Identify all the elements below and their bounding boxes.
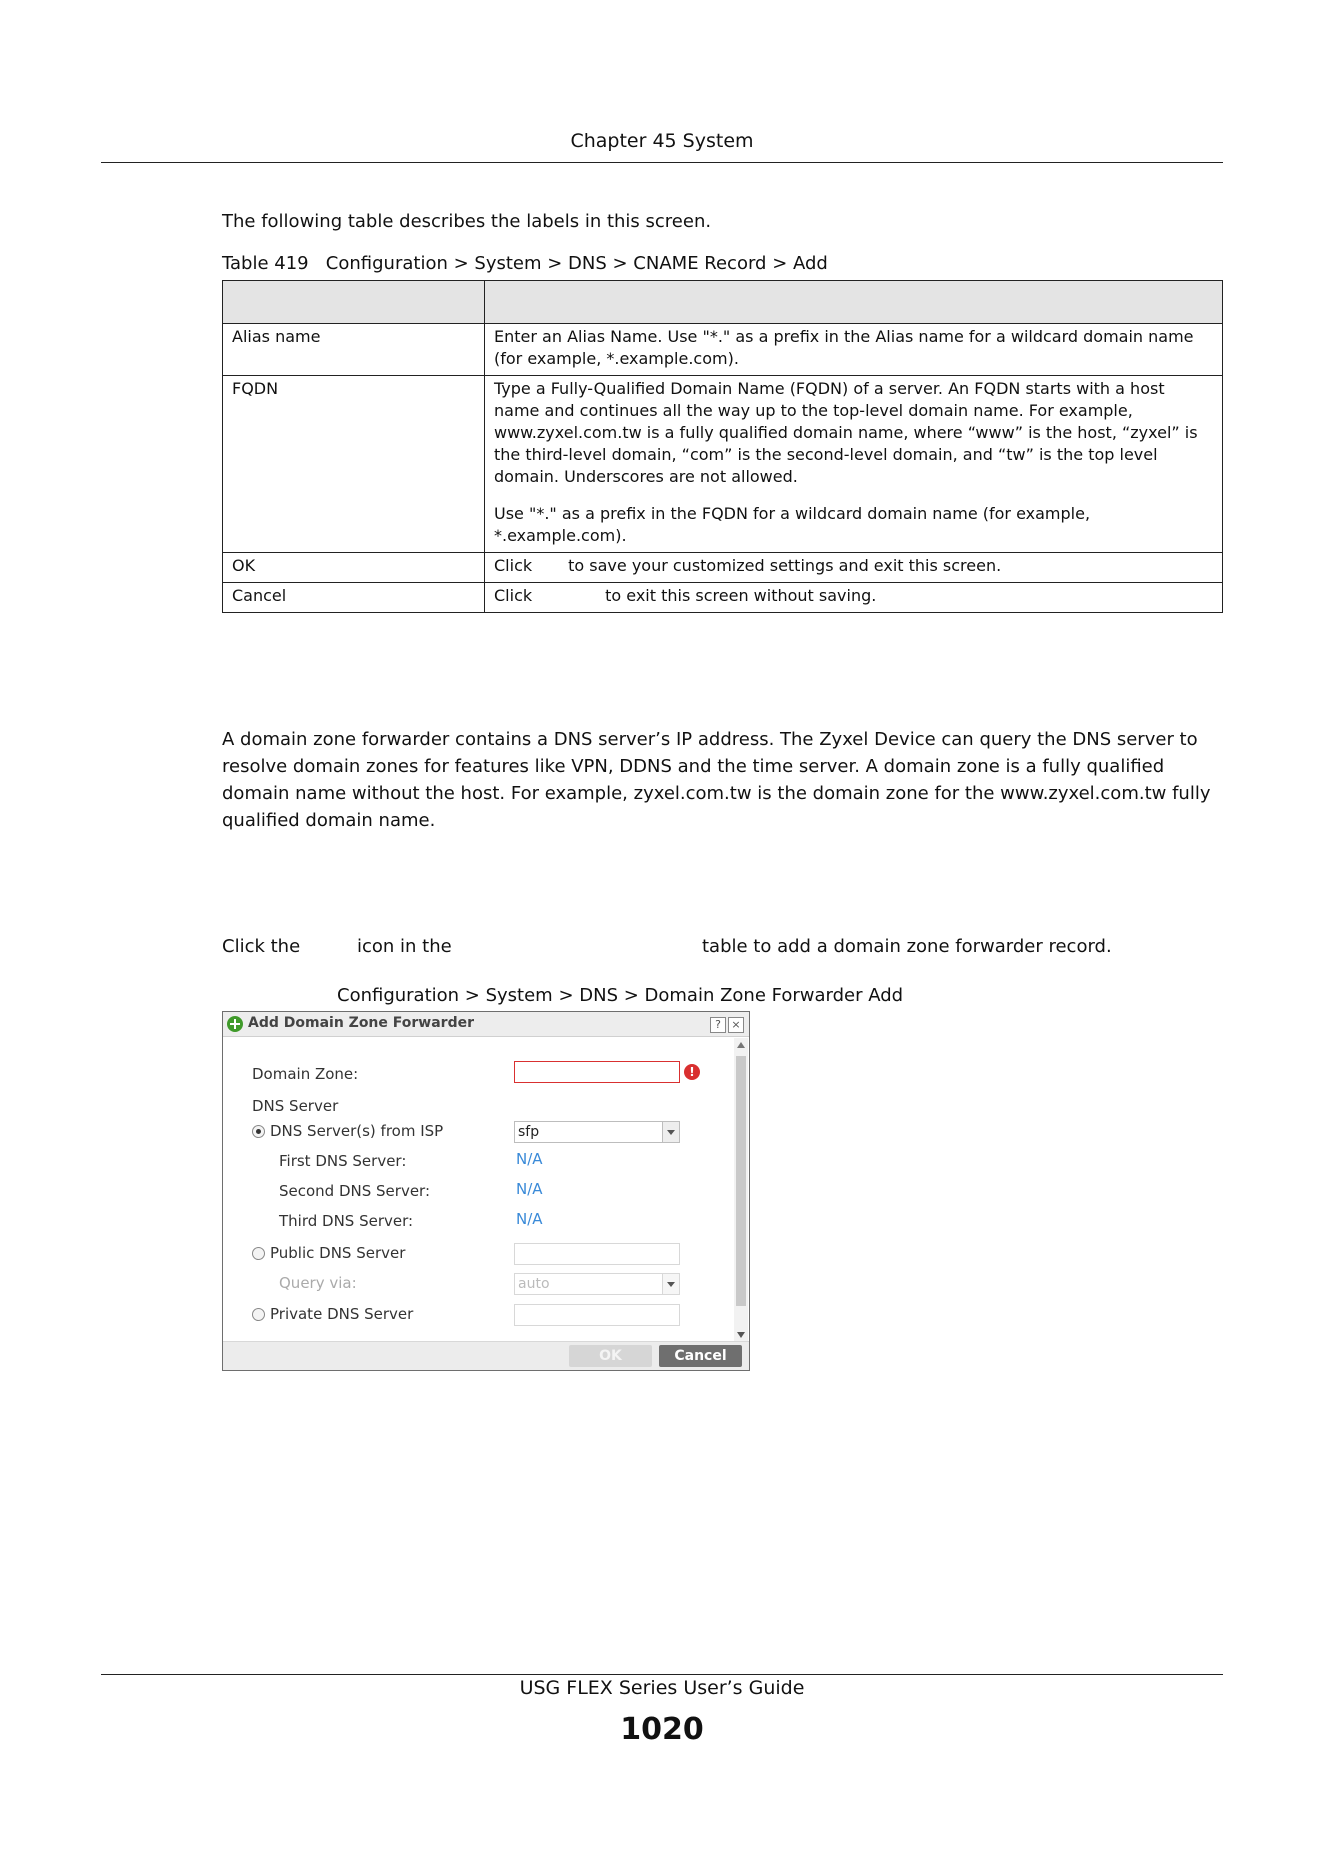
- isp-select[interactable]: [514, 1121, 680, 1143]
- forwarder-paragraph: A domain zone forwarder contains a DNS server’s IP address. The Zyxel Device can query the DNS server to resolve domain zones for features like VPN, DDNS and the time server. A domain zone is a fully qualified domain name without the host. For example, zyxel.com.tw is the domain zone for the www.zyxel.com.tw fully qualified domain name.: [222, 729, 1211, 831]
- private-dns-radio[interactable]: [252, 1308, 265, 1321]
- click-text: Click: [494, 586, 533, 605]
- table-row: [223, 376, 1223, 553]
- row-label: Alias name: [223, 324, 485, 376]
- table-caption: Table 419 Configuration > System > DNS > CNAME Record > Add: [222, 253, 828, 274]
- chevron-down-icon: [662, 1122, 679, 1142]
- footer-rule: [101, 1674, 1223, 1675]
- query-via-select[interactable]: [514, 1273, 680, 1295]
- table-row: [223, 553, 1223, 583]
- figure-caption: Configuration > System > DNS > Domain Zone Forwarder Add: [337, 985, 904, 1006]
- domain-zone-input[interactable]: [514, 1061, 680, 1083]
- help-icon[interactable]: ?: [710, 1017, 726, 1033]
- description-text: Use "*." as a prefix in the FQDN for a wildcard domain name (for example, *.example.com).: [494, 504, 1091, 545]
- isp-radio-label: DNS Server(s) from ISP: [270, 1122, 444, 1140]
- first-dns-label: First DNS Server:: [279, 1152, 407, 1170]
- add-domain-zone-forwarder-dialog: [222, 1011, 750, 1371]
- click-text: Click: [494, 556, 533, 575]
- add-icon: [227, 1016, 243, 1032]
- error-icon: !: [684, 1064, 700, 1080]
- click-line-part3: table to add a domain zone forwarder record.: [702, 936, 1112, 957]
- ok-button[interactable]: OK: [569, 1345, 652, 1367]
- close-icon[interactable]: ×: [728, 1017, 744, 1033]
- dialog-scrollbar[interactable]: [734, 1038, 748, 1342]
- public-dns-input[interactable]: [514, 1243, 680, 1265]
- public-dns-label: Public DNS Server: [270, 1244, 406, 1262]
- row-description: [485, 376, 1223, 553]
- row-label: OK: [223, 553, 485, 583]
- second-dns-value: N/A: [516, 1180, 543, 1198]
- scroll-down-arrow-icon[interactable]: [737, 1332, 745, 1338]
- table-row: [223, 324, 1223, 376]
- dialog-footer: [223, 1341, 749, 1370]
- header-rule: [101, 162, 1223, 163]
- row-description: [485, 553, 1223, 583]
- private-dns-label: Private DNS Server: [270, 1305, 414, 1323]
- private-dns-input[interactable]: [514, 1304, 680, 1326]
- domain-zone-label: Domain Zone:: [252, 1065, 359, 1083]
- dialog-title: Add Domain Zone Forwarder: [248, 1015, 474, 1031]
- guide-title: USG FLEX Series User’s Guide: [519, 1677, 805, 1699]
- dialog-title-bar: [223, 1012, 749, 1037]
- row-label: FQDN: [223, 376, 485, 553]
- intro-text: The following table describes the labels in this screen.: [222, 211, 712, 232]
- second-dns-label: Second DNS Server:: [279, 1182, 431, 1200]
- description-text: Type a Fully-Qualified Domain Name (FQDN) of a server. An FQDN starts with a host name and continues all the way up to the top-level domain name. For example, www.zyxel.com.tw is a fully qualified domain name, where “www” is the host, “zyxel” is the third-level domain, “com” is the second-level domain, and “tw” is the top level domain. Underscores are not allowed.: [494, 379, 1198, 486]
- description-text: to save your customized settings and exit this screen.: [568, 556, 1002, 575]
- query-via-label: Query via:: [279, 1274, 357, 1292]
- row-description: [485, 583, 1223, 613]
- row-description: [485, 324, 1223, 376]
- click-line-part1: Click the: [222, 936, 301, 957]
- scrollbar-thumb[interactable]: [736, 1056, 746, 1306]
- cancel-button[interactable]: Cancel: [659, 1345, 742, 1367]
- click-line-part2: icon in the: [357, 936, 452, 957]
- third-dns-label: Third DNS Server:: [279, 1212, 414, 1230]
- scroll-up-arrow-icon[interactable]: [737, 1042, 745, 1048]
- dns-server-label: DNS Server: [252, 1097, 339, 1115]
- page-number: 1020: [620, 1712, 704, 1747]
- public-dns-radio[interactable]: [252, 1247, 265, 1260]
- isp-radio[interactable]: [252, 1125, 265, 1138]
- description-text: Enter an Alias Name. Use "*." as a prefix in the Alias name for a wildcard domain name (for example, *.example.com).: [494, 327, 1194, 368]
- query-via-value: auto: [518, 1276, 550, 1292]
- labels-table: [222, 280, 1223, 613]
- first-dns-value: N/A: [516, 1150, 543, 1168]
- table-header-cell: [485, 281, 1223, 324]
- chapter-header: Chapter 45 System: [570, 130, 754, 152]
- chevron-down-icon: [662, 1274, 679, 1294]
- row-label: Cancel: [223, 583, 485, 613]
- description-text: to exit this screen without saving.: [605, 586, 877, 605]
- third-dns-value: N/A: [516, 1210, 543, 1228]
- table-header-cell: [223, 281, 485, 324]
- table-header-row: [223, 281, 1223, 324]
- isp-select-value: sfp: [518, 1124, 540, 1140]
- table-row: [223, 583, 1223, 613]
